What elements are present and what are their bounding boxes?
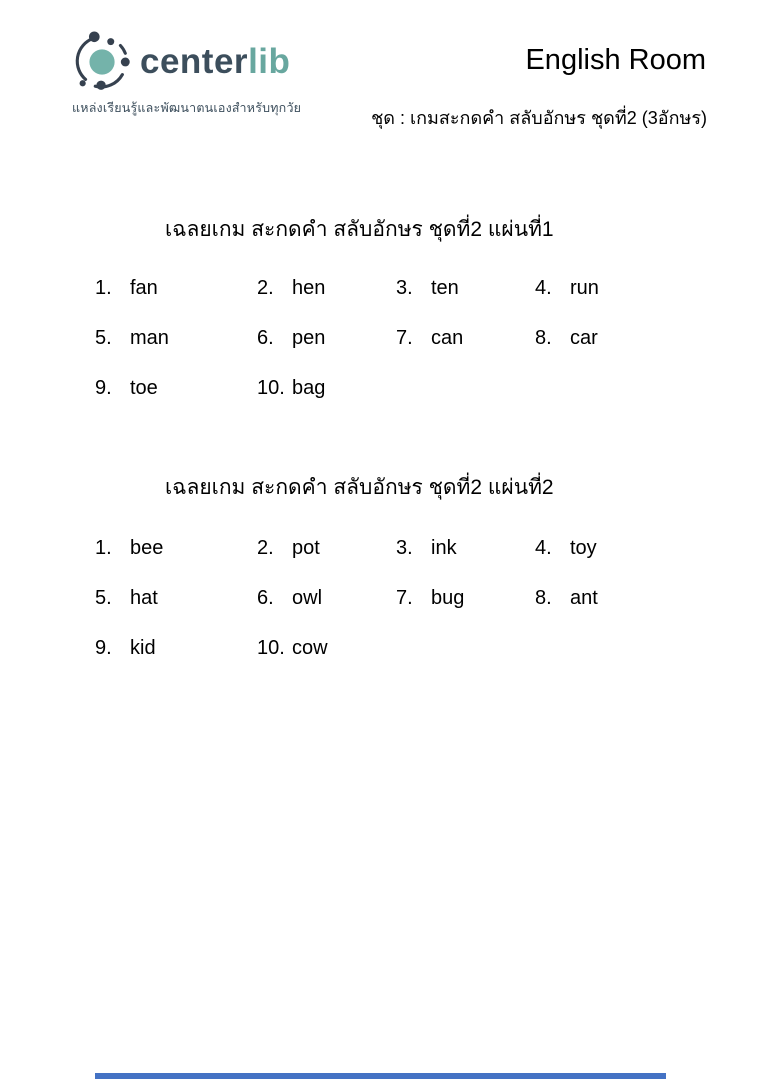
answer-item	[257, 536, 396, 560]
answer-item	[535, 276, 723, 300]
answer-word: man	[130, 327, 169, 349]
answer-word: ant	[570, 587, 598, 609]
answer-item	[535, 326, 723, 350]
answer-number: 1.	[95, 537, 112, 559]
centerlib-logo	[72, 30, 312, 118]
answer-word: ten	[431, 277, 459, 299]
answer-word: cow	[292, 637, 328, 659]
answer-item	[257, 376, 396, 400]
answer-grid-sheet-1	[95, 276, 723, 400]
answer-number: 6.	[257, 587, 274, 609]
answer-number: 7.	[396, 587, 413, 609]
answer-item	[257, 276, 396, 300]
answer-item	[95, 586, 257, 610]
answer-number: 9.	[95, 377, 112, 399]
answer-number: 7.	[396, 327, 413, 349]
answer-item	[95, 376, 257, 400]
answer-word: hen	[292, 277, 326, 299]
answer-item	[396, 536, 535, 560]
answer-word: bug	[431, 587, 465, 609]
answer-word: ink	[431, 537, 457, 559]
section-1-heading: เฉลยเกม สะกดคำ สลับอักษร ชุดที่2 แผ่นที่1	[165, 218, 554, 241]
answer-number: 9.	[95, 637, 112, 659]
answer-word: hat	[130, 587, 158, 609]
logo-tagline: แหล่งเรียนรู้และพัฒนาตนเองสำหรับทุกวัย	[72, 101, 302, 115]
answer-item	[95, 536, 257, 560]
answer-number: 1.	[95, 277, 112, 299]
answer-number: 4.	[535, 277, 552, 299]
answer-word: run	[570, 277, 599, 299]
answer-item	[535, 586, 723, 610]
answer-number: 6.	[257, 327, 274, 349]
answer-number: 8.	[535, 587, 552, 609]
logo-word-lib: lib	[248, 41, 291, 81]
page-title: English Room	[525, 44, 706, 76]
answer-word: pen	[292, 327, 326, 349]
answer-number: 4.	[535, 537, 552, 559]
answer-number: 2.	[257, 537, 274, 559]
answer-word: toe	[130, 377, 158, 399]
answer-word: bee	[130, 537, 164, 559]
page-subtitle: ชุด : เกมสะกดคำ สลับอักษร ชุดที่2 (3อักษร)	[371, 108, 707, 128]
answer-word: can	[431, 327, 464, 349]
answer-number: 2.	[257, 277, 274, 299]
answer-item	[95, 636, 257, 660]
section-2-heading: เฉลยเกม สะกดคำ สลับอักษร ชุดที่2 แผ่นที่2	[165, 476, 554, 499]
answer-item	[257, 586, 396, 610]
answer-number: 8.	[535, 327, 552, 349]
answer-word: owl	[292, 587, 323, 609]
footer-rule	[95, 1073, 666, 1079]
answer-item	[396, 586, 535, 610]
answer-item	[257, 326, 396, 350]
answer-word: bag	[292, 377, 326, 399]
answer-word: kid	[130, 637, 156, 659]
answer-item	[396, 326, 535, 350]
answer-number: 10.	[257, 377, 285, 399]
answer-word: fan	[130, 277, 158, 299]
answer-word: toy	[570, 537, 597, 559]
answer-grid-sheet-2	[95, 536, 723, 660]
answer-item	[95, 276, 257, 300]
logo-word-center: center	[140, 41, 249, 81]
logo-wordmark	[140, 41, 291, 81]
answer-item	[535, 536, 723, 560]
answer-item	[396, 276, 535, 300]
answer-word: car	[570, 327, 598, 349]
answer-item	[95, 326, 257, 350]
answer-item	[257, 636, 396, 660]
answer-number: 3.	[396, 537, 413, 559]
answer-number: 5.	[95, 327, 112, 349]
answer-number: 5.	[95, 587, 112, 609]
answer-word: pot	[292, 537, 320, 559]
atom-network-icon	[72, 30, 134, 92]
answer-number: 3.	[396, 277, 413, 299]
answer-number: 10.	[257, 637, 285, 659]
